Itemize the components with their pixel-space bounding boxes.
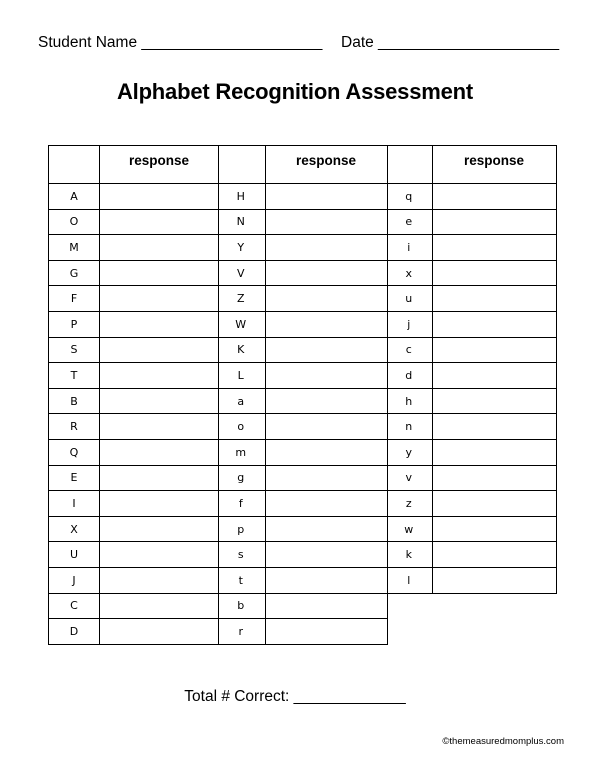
letter-cell: h	[386, 388, 432, 414]
letter-header	[49, 146, 100, 184]
table-row	[386, 337, 556, 363]
response-cell[interactable]	[265, 567, 387, 593]
letter-cell: q	[386, 184, 432, 210]
table-row	[386, 465, 556, 491]
response-cell[interactable]	[100, 363, 219, 389]
letter-cell: l	[386, 567, 432, 593]
table-row	[386, 491, 556, 517]
response-cell[interactable]	[265, 388, 387, 414]
response-cell[interactable]	[265, 619, 387, 645]
student-name-field: Student Name _____________________	[38, 34, 323, 51]
response-cell[interactable]	[265, 337, 387, 363]
response-cell[interactable]	[100, 235, 219, 261]
table-row	[49, 491, 219, 517]
table-row	[217, 567, 387, 593]
letter-cell: D	[49, 619, 100, 645]
letter-cell: n	[386, 414, 432, 440]
letter-cell: C	[49, 593, 100, 619]
response-cell[interactable]	[265, 439, 387, 465]
table-row	[217, 619, 387, 645]
table-row	[386, 439, 556, 465]
response-cell[interactable]	[100, 439, 219, 465]
response-cell[interactable]	[432, 388, 556, 414]
response-cell[interactable]	[265, 286, 387, 312]
assessment-table-column-2	[217, 145, 388, 645]
response-cell[interactable]	[100, 184, 219, 210]
letter-cell: j	[386, 311, 432, 337]
letter-cell: r	[217, 619, 265, 645]
response-cell[interactable]	[100, 619, 219, 645]
letter-cell: E	[49, 465, 100, 491]
letter-cell: L	[217, 363, 265, 389]
total-correct-field: Total # Correct: _____________	[184, 688, 406, 705]
response-cell[interactable]	[432, 465, 556, 491]
response-cell[interactable]	[432, 311, 556, 337]
table-row	[49, 209, 219, 235]
page-title: Alphabet Recognition Assessment	[116, 79, 474, 104]
letter-cell: B	[49, 388, 100, 414]
response-cell[interactable]	[100, 542, 219, 568]
table-row	[217, 311, 387, 337]
response-cell[interactable]	[432, 542, 556, 568]
letter-cell: Q	[49, 439, 100, 465]
table-row	[217, 414, 387, 440]
letter-cell: J	[49, 567, 100, 593]
letter-cell: s	[217, 542, 265, 568]
response-cell[interactable]	[100, 209, 219, 235]
table-row	[386, 260, 556, 286]
response-cell[interactable]	[432, 414, 556, 440]
table-row	[49, 593, 219, 619]
table-row	[386, 567, 556, 593]
table-row	[49, 363, 219, 389]
letter-cell: c	[386, 337, 432, 363]
letter-cell: m	[217, 439, 265, 465]
letter-cell: Y	[217, 235, 265, 261]
table-row	[49, 260, 219, 286]
letter-cell: P	[49, 311, 100, 337]
response-cell[interactable]	[265, 184, 387, 210]
response-cell[interactable]	[265, 542, 387, 568]
letter-cell: X	[49, 516, 100, 542]
response-cell[interactable]	[100, 260, 219, 286]
response-cell[interactable]	[265, 491, 387, 517]
letter-cell: N	[217, 209, 265, 235]
response-cell[interactable]	[432, 439, 556, 465]
letter-cell: w	[386, 516, 432, 542]
response-cell[interactable]	[265, 516, 387, 542]
letter-cell: o	[217, 414, 265, 440]
response-cell[interactable]	[265, 363, 387, 389]
response-cell[interactable]	[100, 286, 219, 312]
table-row	[217, 516, 387, 542]
response-cell[interactable]	[265, 235, 387, 261]
letter-cell: U	[49, 542, 100, 568]
letter-cell: V	[217, 260, 265, 286]
table-row	[217, 260, 387, 286]
table-row	[217, 286, 387, 312]
response-cell[interactable]	[432, 260, 556, 286]
letter-header	[217, 146, 265, 184]
letter-cell: F	[49, 286, 100, 312]
table-row	[217, 388, 387, 414]
response-cell[interactable]	[265, 311, 387, 337]
letter-cell: I	[49, 491, 100, 517]
table-row	[386, 286, 556, 312]
letter-cell: b	[217, 593, 265, 619]
letter-cell: R	[49, 414, 100, 440]
response-cell[interactable]	[100, 465, 219, 491]
response-cell[interactable]	[100, 311, 219, 337]
letter-cell: x	[386, 260, 432, 286]
table-row	[217, 209, 387, 235]
response-cell[interactable]	[100, 414, 219, 440]
response-cell[interactable]	[100, 516, 219, 542]
table-row	[49, 619, 219, 645]
response-cell[interactable]	[432, 209, 556, 235]
response-header: response	[432, 146, 556, 184]
response-cell[interactable]	[100, 567, 219, 593]
table-row	[49, 567, 219, 593]
response-cell[interactable]	[265, 209, 387, 235]
copyright-notice: ©themeasuredmomplus.com	[442, 736, 564, 747]
letter-cell: K	[217, 337, 265, 363]
table-row	[49, 388, 219, 414]
table-row	[217, 363, 387, 389]
letter-cell: d	[386, 363, 432, 389]
table-row	[386, 209, 556, 235]
table-row	[49, 465, 219, 491]
response-cell[interactable]	[432, 363, 556, 389]
letter-cell: G	[49, 260, 100, 286]
response-cell[interactable]	[432, 286, 556, 312]
table-row	[217, 465, 387, 491]
table-row	[49, 414, 219, 440]
response-cell[interactable]	[432, 184, 556, 210]
response-cell[interactable]	[100, 337, 219, 363]
response-cell[interactable]	[265, 260, 387, 286]
table-row	[217, 593, 387, 619]
assessment-table-column-3	[386, 145, 557, 594]
letter-cell: z	[386, 491, 432, 517]
table-row	[386, 516, 556, 542]
letter-cell: A	[49, 184, 100, 210]
response-cell[interactable]	[100, 491, 219, 517]
letter-cell: M	[49, 235, 100, 261]
table-row	[49, 286, 219, 312]
letter-cell: H	[217, 184, 265, 210]
table-row	[49, 439, 219, 465]
table-row	[49, 235, 219, 261]
table-row	[217, 542, 387, 568]
letter-cell: t	[217, 567, 265, 593]
response-cell[interactable]	[100, 593, 219, 619]
table-row	[386, 184, 556, 210]
table-row	[49, 542, 219, 568]
table-row	[217, 235, 387, 261]
table-row	[386, 235, 556, 261]
date-field: Date _____________________	[341, 34, 560, 51]
table-row	[386, 363, 556, 389]
letter-cell: O	[49, 209, 100, 235]
letter-cell: v	[386, 465, 432, 491]
letter-cell: a	[217, 388, 265, 414]
letter-cell: S	[49, 337, 100, 363]
letter-cell: T	[49, 363, 100, 389]
response-cell[interactable]	[265, 465, 387, 491]
table-row	[217, 337, 387, 363]
response-header: response	[265, 146, 387, 184]
letter-cell: Z	[217, 286, 265, 312]
response-cell[interactable]	[432, 337, 556, 363]
table-row	[49, 337, 219, 363]
letter-cell: f	[217, 491, 265, 517]
table-row	[386, 414, 556, 440]
letter-cell: i	[386, 235, 432, 261]
table-row	[217, 439, 387, 465]
response-cell[interactable]	[265, 414, 387, 440]
response-cell[interactable]	[432, 516, 556, 542]
letter-cell: W	[217, 311, 265, 337]
response-cell[interactable]	[432, 491, 556, 517]
response-cell[interactable]	[265, 593, 387, 619]
table-row	[217, 184, 387, 210]
table-row	[49, 184, 219, 210]
assessment-table-column-1	[48, 145, 219, 645]
response-header: response	[100, 146, 219, 184]
table-row	[386, 542, 556, 568]
letter-header	[386, 146, 432, 184]
table-row	[217, 491, 387, 517]
letter-cell: u	[386, 286, 432, 312]
table-row	[386, 388, 556, 414]
response-cell[interactable]	[432, 567, 556, 593]
table-row	[386, 311, 556, 337]
response-cell[interactable]	[100, 388, 219, 414]
letter-cell: k	[386, 542, 432, 568]
table-row	[49, 311, 219, 337]
letter-cell: y	[386, 439, 432, 465]
letter-cell: e	[386, 209, 432, 235]
response-cell[interactable]	[432, 235, 556, 261]
letter-cell: g	[217, 465, 265, 491]
table-row	[49, 516, 219, 542]
letter-cell: p	[217, 516, 265, 542]
